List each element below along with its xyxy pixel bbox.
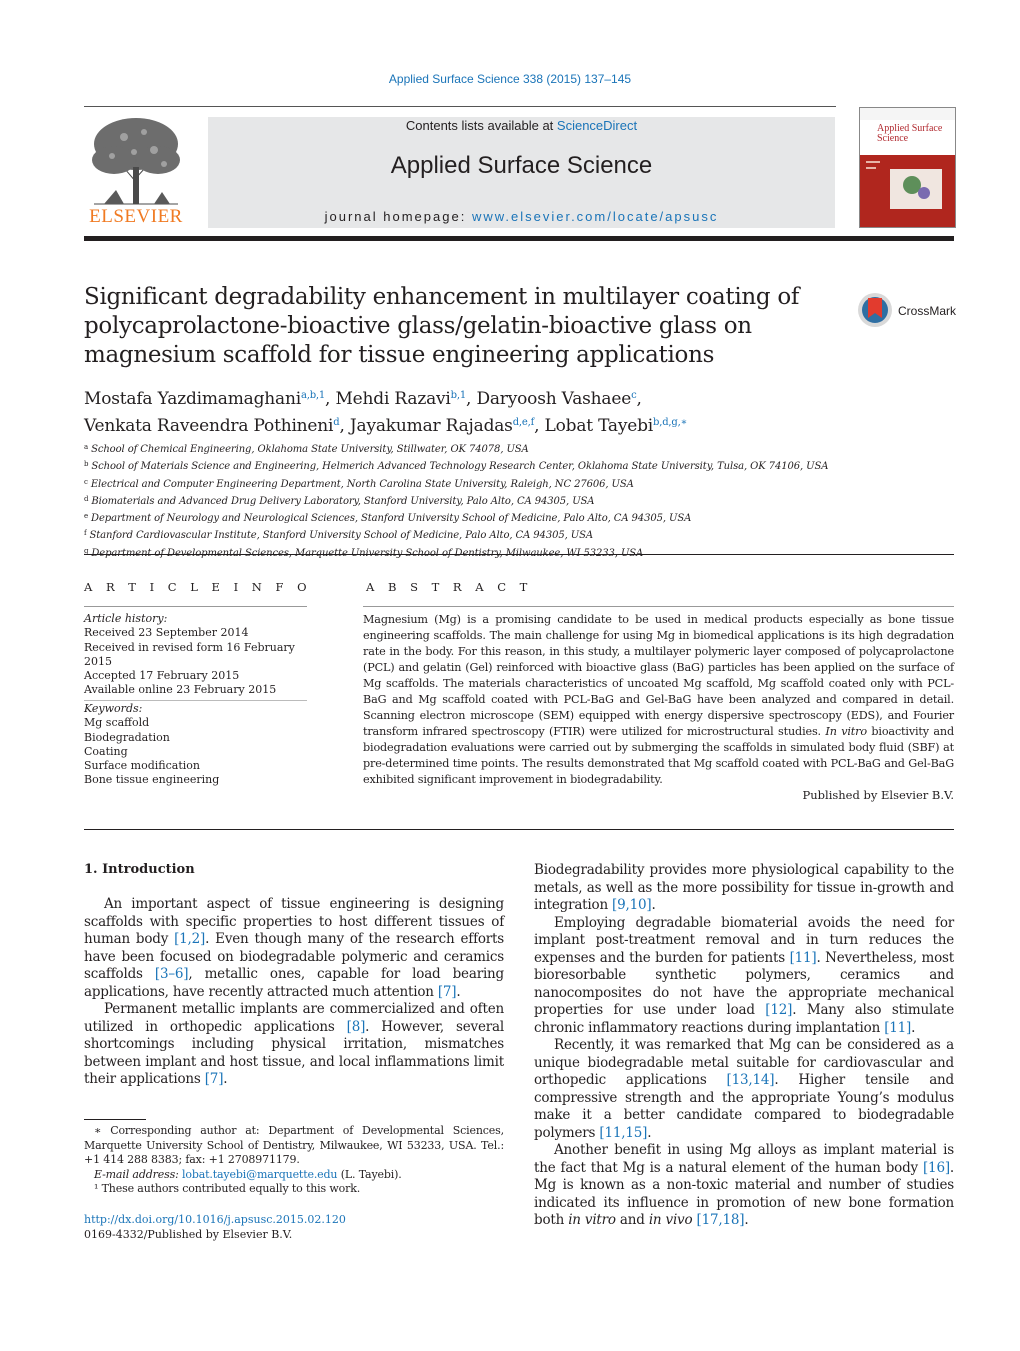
email-note: E-mail address: lobat.tayebi@marquette.edu (L. Tayebi). (94, 1167, 402, 1181)
keywords (84, 702, 314, 788)
journal-homepage: journal homepage: www.elsevier.com/locate/apsusc (324, 209, 719, 224)
issn-line: 0169-4332/Published by Elsevier B.V. (84, 1227, 293, 1241)
body-column-right (534, 862, 954, 1230)
citation-link[interactable]: [1,2] (174, 931, 206, 947)
paragraph: Recently, it was remarked that Mg can be considered as a unique biodegradable metal suitable for cardiovascular and orthopedic applications [13,14]. Higher tensile and compressive strength and the appropriate Young’s modulus make it a better candidate compared to biodegradable polymers [11,15]. (534, 1037, 954, 1141)
author-name[interactable]: Daryoosh Vashaee (476, 389, 632, 409)
affiliation: $^a$ School of Chemical Engineering, Oklahoma State University, Stillwater, OK 74078, USA (84, 443, 529, 455)
elsevier-wordmark: ELSEVIER (89, 206, 183, 227)
keyword: Coating (84, 744, 128, 758)
author-name[interactable]: Venkata Raveendra Pothineni (84, 416, 334, 436)
abstract-text: Magnesium (Mg) is a promising candidate to be used in medical products especially as bone tissue engineering scaffolds. The main challenge for using Mg in biomedical applications is its high degradation rate in the body. For this reason, in this study, a multilayer polymeric layer composed of polycaprolactone (PCL) and gelatin (Gel) reinforced with bioactive glass (BaG) particles has been applied on the surface of Mg scaffolds. The materials characteristics of uncoated Mg scaffold, Mg scaffold coated only with PCL-BaG and Mg scaffold coated with PCL-BaG and Gel-BaG have been analyzed and compared in detail. Scanning electron microscope (SEM) equipped with energy dispersive spectroscopy (EDS), and Fourier transform infrared spectroscopy (FTIR) were utilized for microstructural studies. In vitro bioactivity and biodegradation evaluations were carried out by submerging the scaffolds in simulated body fluid (SBF) at pre-determined time points. The results demonstrated that Mg scaffold coated with PCL-BaG and Gel-BaG exhibited significant improvement in biodegradability. (363, 613, 954, 786)
elsevier-logo[interactable] (84, 112, 188, 230)
affiliation: $^b$ School of Materials Science and Engineering, Helmerich Advanced Technology Research Center, Oklahoma State University, Tulsa, OK 74106, USA (84, 460, 829, 473)
sciencedirect-link[interactable]: ScienceDirect (556, 118, 638, 133)
author-name[interactable]: Mostafa Yazdimamaghani (84, 389, 301, 409)
citation-link[interactable]: [17,18] (696, 1212, 745, 1228)
affiliation: $^g$ Department of Developmental Sciences, Marquette University School of Dentistry, Milwaukee, WI 53233, USA (84, 546, 644, 559)
cover-red-panel (860, 155, 955, 227)
author-list: Mostafa Yazdimamaghani$^{a,b,1}$, Mehdi Razavi$^{b,1}$, Daryoosh Vashaee$^c$, Venkata Raveendra Pothineni$^d$, Jayakumar Rajadas$^{d,e,f}$, Lobat Tayebi$^{b,d,g,∗}$ (84, 389, 688, 436)
paragraph: An important aspect of tissue engineering is designing scaffolds with specific properties to host different tissues of human body [1,2]. Even though many of the research efforts have been focused on biodegradable polymeric and ceramics scaffolds [3–6], metallic ones, capable for load bearing applications, have recently attracted much attention [7]. (84, 896, 504, 1000)
citation-link[interactable]: [11,15] (599, 1124, 648, 1141)
paragraph: Permanent metallic implants are commercialized and often utilized in orthopedic applications [8]. However, several shortcomings including physical irritation, mismatches between implant and host tissue, and local inflammations limit their applications [7]. (84, 1001, 504, 1087)
history-item: Received in revised form 16 February 2015 (84, 640, 295, 668)
paragraph: Another benefit in using Mg alloys as implant material is the fact that Mg is a natural element of the human body [16]. Mg is known as a non-toxic material and number of studies indicated its influence in promotion of new bone formation both in vitro and in vivo [17,18]. (534, 1142, 954, 1228)
keywords-label: Keywords: (84, 702, 143, 715)
citation-link[interactable]: [9,10] (612, 897, 652, 913)
keywords-rule (84, 700, 307, 701)
article-history (84, 612, 314, 698)
keyword: Mg scaffold (84, 716, 150, 730)
citation-link[interactable]: [11] (789, 949, 817, 966)
author-affil-marker[interactable]: b,d,g,∗ (653, 417, 688, 428)
article-info-rule (84, 606, 307, 607)
author-name[interactable]: Jayakumar Rajadas (349, 416, 513, 436)
doi-block (84, 1213, 504, 1242)
affiliation: $^f$ Stanford Cardiovascular Institute, Stanford University School of Medicine, Palo Alto, CA 94305, USA (84, 529, 593, 542)
crossmark-label[interactable]: CrossMark (898, 304, 957, 318)
citation-link[interactable]: [7] (204, 1071, 224, 1087)
equal-contribution-note: ¹ These authors contributed equally to this work. (94, 1182, 361, 1195)
history-label: Article history: (84, 612, 168, 625)
author-affil-marker[interactable]: b,1 (450, 390, 467, 401)
article-info-heading: A R T I C L E I N F O (84, 580, 312, 594)
cover-top-band (860, 108, 955, 120)
body-column-left (84, 896, 504, 1089)
author-name[interactable]: Mehdi Razavi (335, 389, 451, 409)
crossmark-icon (857, 290, 897, 330)
author-affil-marker[interactable]: d,e,f (512, 417, 535, 428)
journal-name: Applied Surface Science (390, 152, 653, 179)
citation-link[interactable]: [13,14] (726, 1072, 775, 1088)
journal-citation[interactable]: Applied Surface Science 338 (2015) 137–145 (388, 72, 632, 86)
citation-link[interactable]: [11] (884, 1019, 912, 1036)
citation-link[interactable]: [3–6] (154, 966, 189, 982)
header-rule (84, 106, 836, 107)
affiliations (84, 440, 964, 561)
history-item: Accepted 17 February 2015 (84, 669, 240, 683)
citation-link[interactable]: [16] (922, 1159, 950, 1176)
journal-cover[interactable] (859, 107, 956, 228)
abstract-heading: A B S T R A C T (366, 580, 533, 594)
author-affil-marker[interactable]: a,b,1 (300, 390, 326, 401)
history-item: Available online 23 February 2015 (84, 683, 277, 697)
header-thick-rule (84, 236, 954, 241)
citation-link[interactable]: [12] (765, 1002, 793, 1018)
introduction-heading: 1. Introduction (84, 862, 195, 877)
corresponding-author-note: ∗ Corresponding author at: Department of Developmental Sciences, Marquette University School of Dentistry, Milwaukee, WI 53233, USA. Tel.: +1 414 288 8383; fax: +1 2708971179. (84, 1124, 504, 1166)
cover-graphic-icon (860, 155, 955, 227)
doi-link[interactable]: http://dx.doi.org/10.1016/j.apsusc.2015.02.120 (84, 1213, 346, 1226)
email-link[interactable]: lobat.tayebi@marquette.edu (181, 1167, 338, 1181)
citation-link[interactable]: [7] (437, 983, 457, 1000)
keyword: Surface modification (84, 759, 200, 773)
footnotes (84, 1124, 504, 1197)
affiliation: $^c$ Electrical and Computer Engineering Department, North Carolina State University, Raleigh, NC 27606, USA (84, 477, 634, 490)
author-affil-marker[interactable]: c (631, 390, 637, 401)
paragraph: Employing degradable biomaterial avoids the need for implant post-treatment removal and in turn reduces the expenses and the burden for patients [11]. Nevertheless, most bioresorbable synthetic polymers, ceramics and nanocomposites do not have the appropriate mechanical properties for use under load [12]. Many also stimulate chronic inflammatory reactions during implantation [11]. (534, 914, 955, 1036)
body-rule (84, 829, 954, 830)
footnote-rule (84, 1119, 146, 1120)
paragraph: Biodegradability provides more physiological capability to the metals, as well as the more possibility for tissue in-growth and integration [9,10]. (534, 862, 954, 913)
section-rule (84, 554, 954, 555)
affiliation: $^e$ Department of Neurology and Neurological Sciences, Stanford University School of Medicine, Palo Alto, CA 94305, USA (84, 512, 692, 525)
published-by: Published by Elsevier B.V. (802, 788, 954, 802)
author-affil-marker[interactable]: d (333, 417, 340, 428)
history-item: Received 23 September 2014 (84, 626, 249, 640)
article-title: Significant degradability enhancement in multilayer coating of polycaprolactone-bioactive glass/gelatin-bioactive glass on magnesium scaffold for tissue engineering applications (84, 284, 800, 368)
citation-link[interactable]: [8] (346, 1018, 366, 1035)
abstract-rule (363, 606, 954, 607)
homepage-link[interactable]: www.elsevier.com/locate/apsusc (471, 209, 719, 224)
keyword: Biodegradation (84, 730, 170, 744)
keyword: Bone tissue engineering (84, 773, 220, 787)
author-name[interactable]: Lobat Tayebi (544, 416, 654, 436)
cover-title: Applied Surface Science (877, 123, 943, 144)
contents-line: Contents lists available at ScienceDirect (405, 118, 638, 133)
affiliation: $^d$ Biomaterials and Advanced Drug Delivery Laboratory, Stanford University, Palo Alto, CA 94305, USA (84, 494, 595, 507)
